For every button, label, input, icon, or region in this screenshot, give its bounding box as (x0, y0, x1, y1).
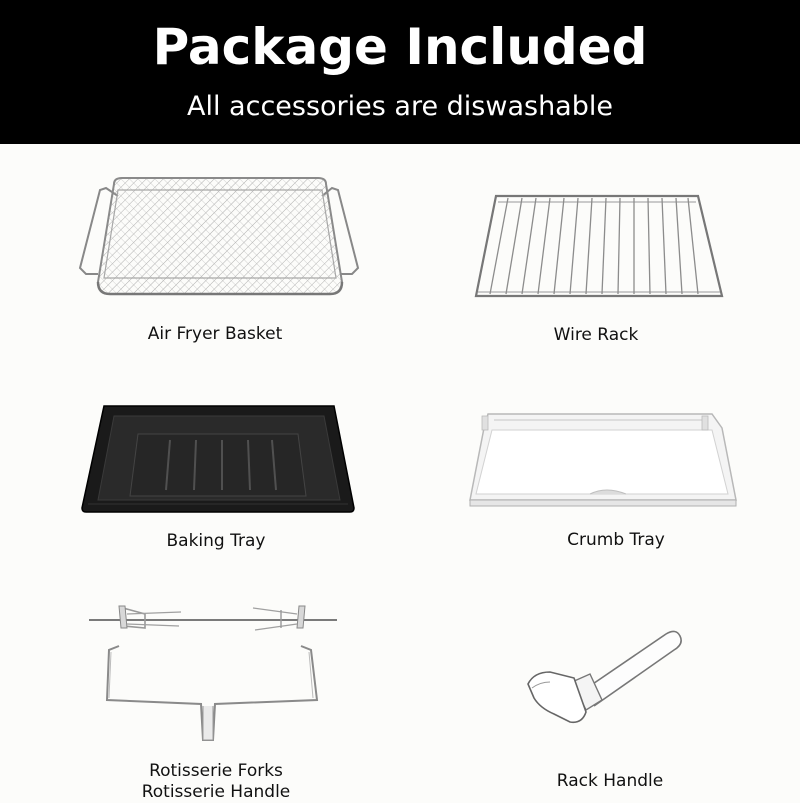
air-fryer-basket-label: Air Fryer Basket (147, 324, 283, 344)
air-fryer-basket-item (70, 170, 370, 350)
rack-handle-item (520, 622, 690, 797)
crumb-tray-icon (466, 410, 740, 510)
wire-rack-item (470, 190, 730, 360)
air-fryer-basket-icon (70, 170, 370, 310)
rack-handle-label: Rack Handle (556, 771, 664, 791)
wire-rack-label: Wire Rack (553, 325, 639, 345)
page-title: Package Included (152, 18, 648, 76)
crumb-tray-label: Crumb Tray (567, 530, 665, 550)
rotisserie-forks-handle-icon (85, 600, 345, 750)
rotisserie-handle-label: Rotisserie Handle (141, 782, 291, 802)
rack-handle-icon (520, 622, 690, 732)
wire-rack-icon (470, 190, 730, 310)
page-subtitle: All accessories are diswashable (187, 91, 613, 122)
baking-tray-icon (80, 402, 360, 517)
crumb-tray-item (466, 410, 740, 560)
rotisserie-item (85, 600, 345, 800)
baking-tray-label: Baking Tray (166, 531, 266, 551)
rotisserie-forks-label: Rotisserie Forks (149, 761, 283, 781)
baking-tray-item (80, 402, 360, 562)
header-banner (0, 0, 800, 144)
